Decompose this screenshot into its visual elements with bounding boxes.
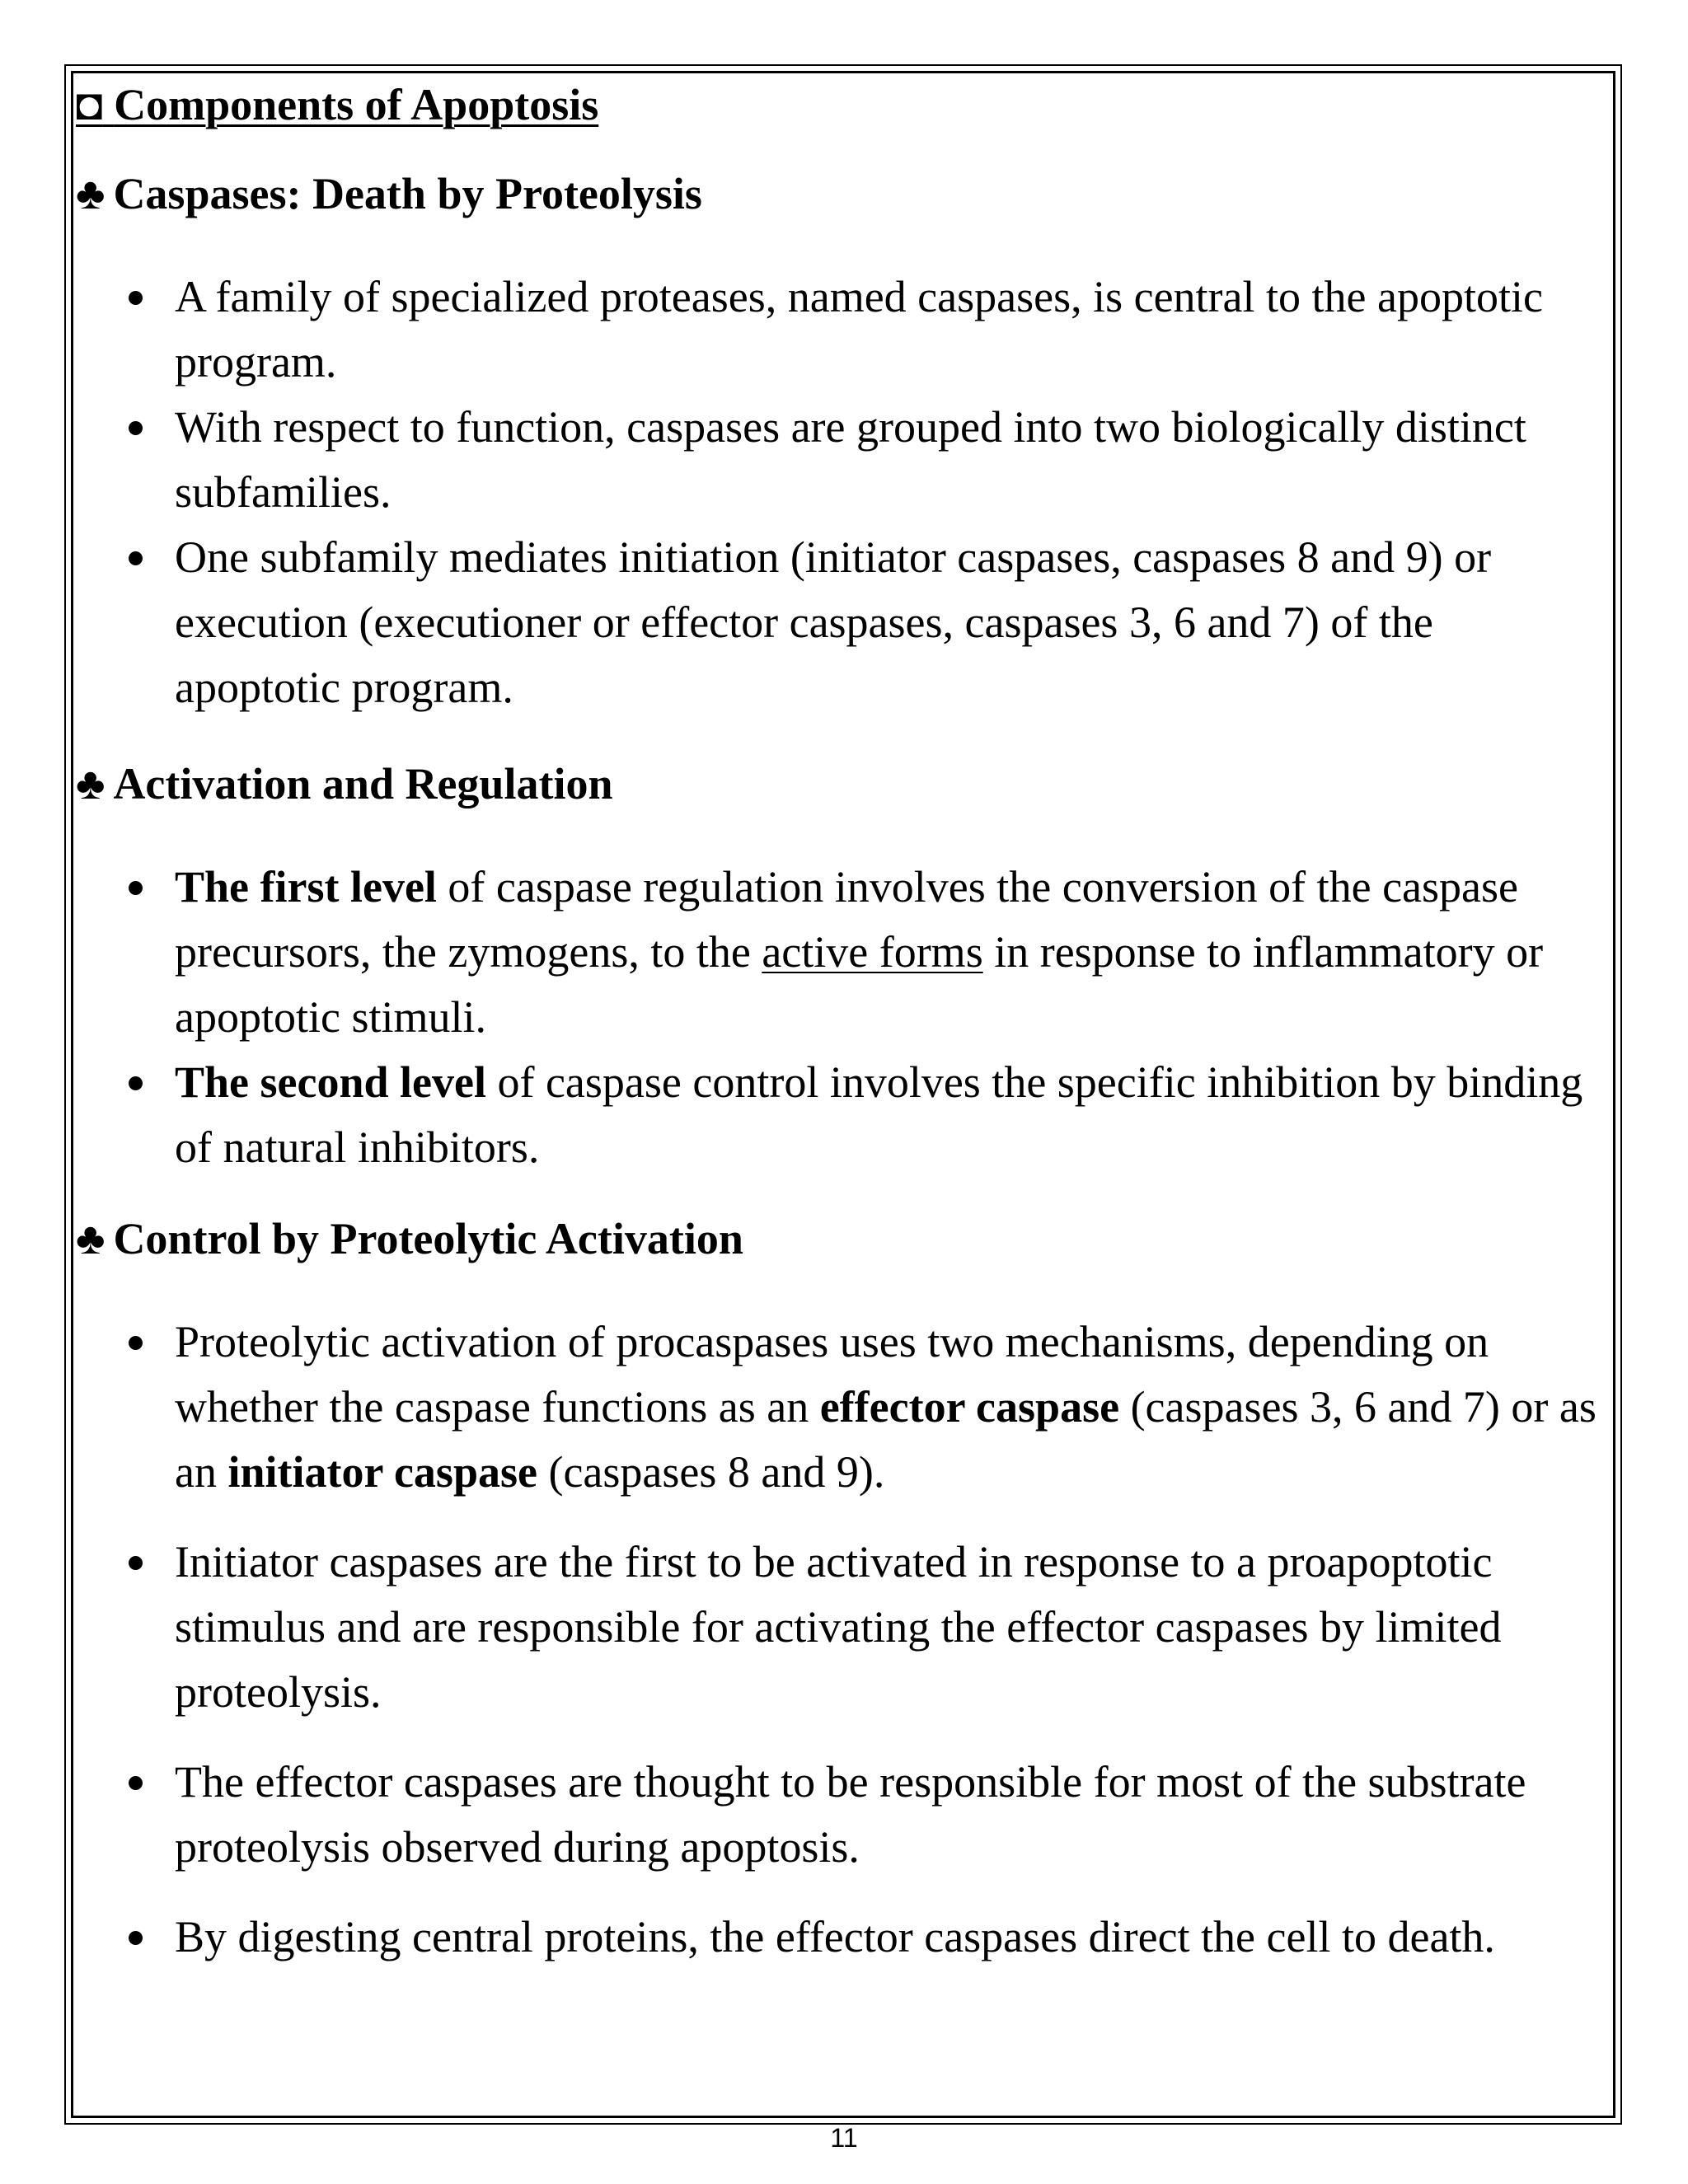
list-item: [76, 525, 1609, 720]
list-item: [76, 1050, 1609, 1180]
section-heading-text: Control by Proteolytic Activation: [113, 1214, 743, 1263]
section-heading-text: Activation and Regulation: [113, 759, 613, 808]
bullet-icon: [129, 291, 143, 305]
bold-term: initiator caspase: [227, 1447, 537, 1497]
bullet-icon: [129, 1336, 143, 1350]
list-item: [76, 1310, 1609, 1505]
bullet-list-caspases: [76, 265, 1609, 720]
page-number: 11: [830, 2123, 858, 2153]
list-item: [76, 395, 1609, 525]
section-heading-activation: [76, 755, 613, 813]
bullet-icon: [129, 1931, 143, 1945]
list-item: [76, 1530, 1609, 1725]
bold-lead: The second level: [175, 1057, 486, 1107]
list-item-text: Proteolytic activation of procaspases uses two mechanisms, depending on whether the caspase functions as an: [175, 1317, 1489, 1432]
section-heading-caspases: [76, 165, 702, 223]
title-text: Components of Apoptosis: [114, 80, 599, 129]
bullet-icon: [129, 881, 143, 895]
list-item-text: of caspase control involves the specific inhibition by binding of natural inhibitors.: [175, 1057, 1583, 1172]
list-item-text: One subfamily mediates initiation (initiator caspases, caspases 8 and 9) or execution (executioner or effector caspases, caspases 3, 6 and 7) of the apoptotic program.: [175, 532, 1492, 712]
bullet-icon: [129, 421, 143, 435]
list-item-text: of caspase regulation involves the conversion of the caspase precursors, the zymogens, to the: [175, 862, 1518, 977]
list-item-text: Initiator caspases are the first to be activated in response to a proapoptotic stimulus and are responsible for activating the effector caspases by limited proteolysis.: [175, 1537, 1502, 1717]
bullet-icon: [129, 551, 143, 565]
club-icon: ♣: [76, 169, 106, 218]
underlined-text: active forms: [762, 927, 983, 977]
list-item: [76, 855, 1609, 1050]
list-item-text: The effector caspases are thought to be responsible for most of the substrate proteolysis observed during apoptosis.: [175, 1757, 1526, 1872]
list-item-text: A family of specialized proteases, named caspases, is central to the apoptotic program.: [175, 272, 1543, 387]
bold-term: effector caspase: [819, 1382, 1120, 1432]
list-item-text: in response to inflammatory or apoptotic stimuli.: [175, 927, 1544, 1042]
list-item-text: (caspases 3, 6 and 7) or as an: [175, 1382, 1597, 1497]
bullet-icon: [129, 1076, 143, 1090]
bullet-icon: [129, 1556, 143, 1570]
page-title: [76, 76, 598, 134]
section-heading-control: [76, 1210, 743, 1268]
list-item-text: (caspases 8 and 9).: [537, 1447, 885, 1497]
list-item-text: With respect to function, caspases are grouped into two biologically distinct subfamilies.: [175, 402, 1526, 517]
bold-lead: The first level: [175, 862, 437, 912]
title-marker-icon: ◘: [76, 80, 103, 129]
list-item: [76, 1750, 1609, 1880]
section-heading-text: Caspases: Death by Proteolysis: [113, 169, 702, 218]
bullet-icon: [129, 1776, 143, 1790]
bullet-list-control: [76, 1310, 1609, 1970]
club-icon: ♣: [76, 1214, 106, 1263]
list-item: [76, 1905, 1609, 1970]
list-item: [76, 265, 1609, 395]
club-icon: ♣: [76, 759, 106, 808]
bullet-list-activation: [76, 855, 1609, 1180]
list-item-text: By digesting central proteins, the effector caspases direct the cell to death.: [175, 1912, 1495, 1961]
